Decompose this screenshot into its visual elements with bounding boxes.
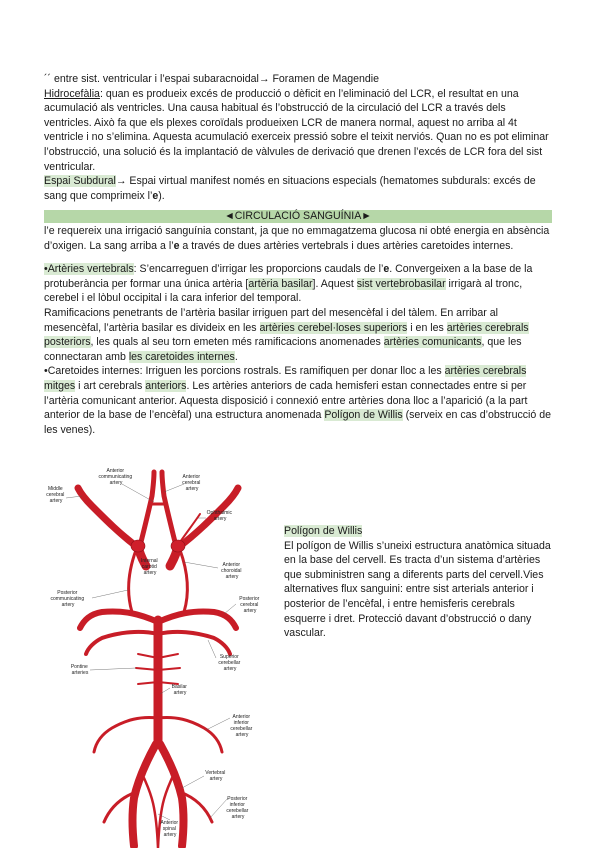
middle-cerebral-term: artèries cerebrals mitges — [44, 365, 527, 392]
right-posterior-communicating-vessel — [180, 550, 187, 612]
label-middle-cerebral: Middle cerebral artery — [46, 486, 65, 504]
hidrocefalia-paragraph — [44, 87, 556, 175]
right-superior-cerebellar-vessel — [158, 632, 230, 654]
left-middle-cerebral-vessel — [78, 488, 136, 546]
label-basilar: Basilar artery — [171, 684, 187, 696]
label-pica: Posterior inferior cerebellar artery — [226, 796, 249, 820]
carotids-paragraph: •Caretoides internes: Irriguen les porcions rostrals. Es ramifiquen per donar lloc a les artèries cerebrals mitges i art cerebrals anteriors. Les artèries anteriors de cada hemisferi estan connectades entre si per l’artèria comunicant anterior. Aquesta disposició i connexió entre artèries dona lloc a l’aparició (a la part anterior de la base de l’encèfal) una estructura anomenada Polígon de Willis (serveix en cas d’obstrucció de les venes). — [44, 365, 552, 436]
subdural-term: Espai Subdural — [44, 175, 116, 188]
willis-summary — [284, 524, 552, 641]
posterior-cerebral-term: artèries cerebrals posteriors — [44, 321, 529, 349]
hidrocefalia-text: : quan es produeix excés de producció o dèficit en l’eliminació del LCR, el resultat en una acumulació als ventricles. Una causa habitual és l’obstrucció de la circulació del LCR a través dels ventricles. Això fa que els plexes coroïdals produeixen LCR de manera normal, aquest no arriba al 4t ventricle i no s’elimina. Aquesta acumulació exerceix pressió sobre el teixit nerviós. Quan no es pot eliminar l’obstrucció, una solució és la implantació de vàlvules de derivació que drenen l’excés de LCR fora del sist ventricular. — [44, 87, 549, 173]
left-superior-cerebellar-vessel — [86, 632, 158, 654]
willis-term: Polígon de Willis — [324, 409, 403, 422]
label-aica: Anterior inferior cerebellar artery — [230, 714, 253, 738]
left-carotid-node — [131, 540, 145, 552]
subdural-end: ). — [158, 189, 165, 202]
basilar-term: artèria basilar — [248, 277, 313, 290]
circle-of-willis-diagram — [40, 462, 276, 848]
label-internal-carotid: Internal carotid artery — [140, 558, 158, 576]
right-anterior-cerebral-vessel — [162, 472, 176, 546]
section-heading: ◄CIRCULACIÓ SANGUÍNIA► — [44, 210, 552, 223]
ramifications-paragraph: Ramificacions penetrants de l’artèria basilar irriguen part del mesencèfal i del tàlem. En arribar al mesencèfal, l’artèria basilar es divideix en les artèries cerebel·loses superiors i en les artèries cerebrals posteriors, les quals al seu torn emeten més ramificacions anomenades artèries comunicants, que les connectaran amb les caretoides internes. — [44, 306, 529, 363]
intro-block — [44, 72, 556, 203]
left-aica-vessel — [94, 717, 158, 752]
superior-cerebellar-term: artèries cerebel·loses superiors — [259, 321, 408, 334]
label-anterior-cerebral: Anterior cerebral artery — [182, 474, 201, 492]
vertebrals-paragraph: •Artèries vertebrals: S’encarreguen d’irrigar les proporcions caudals de l’e. Convergeixen a la base de la protuberància per formar una única artèria [artèria basilar]. Aquest sist vertebrobasilar irrigarà al tronc, cerebel i el lòbul occipital i la cara inferior del temporal. — [44, 263, 533, 305]
subdural-paragraph — [44, 174, 556, 203]
left-anterior-cerebral-vessel — [140, 472, 154, 546]
label-ophthalmic: Ophthalmic artery — [206, 510, 232, 522]
label-anterior-communicating: Anterior communicating artery — [98, 468, 133, 486]
hidrocefalia-term: Hidrocefàlia — [44, 87, 100, 100]
label-anterior-spinal: Anterior spinal artery — [160, 820, 179, 838]
left-vertebral-vessel — [133, 744, 157, 846]
right-carotid-node — [171, 540, 185, 552]
vertebrals-term: •Artèries vertebrals — [44, 263, 134, 276]
label-posterior-cerebral: Posterior cerebral artery — [239, 596, 260, 614]
circulation-intro: l’e requereix una irrigació sanguínia constant, ja que no emmagatzema glucosa ni obté energia en absència d’oxigen. La sang arriba a l’e a través de dues artèries vertebrals i dues artèries caretoides internes. — [44, 225, 550, 252]
label-superior-cerebellar: Superior cerebellar artery — [218, 654, 241, 672]
subdural-text: → Espai virtual manifest només en situacions especials (hematomes subdurals: excés de sang que comprimeix l’ — [44, 175, 536, 202]
label-posterior-communicating: Posterior communicating artery — [50, 590, 85, 608]
right-aica-vessel — [158, 717, 222, 752]
right-middle-cerebral-vessel — [180, 488, 238, 546]
label-pontine: Pontine arteries — [70, 664, 89, 676]
magendie-line: ´´ entre sist. ventricular i l’espai subaracnoidal→ Foramen de Magendie — [44, 73, 380, 85]
communicating-term: artèries comunicants — [383, 336, 482, 349]
vertebrobasilar-term: sist vertebrobasilar — [356, 277, 446, 290]
anterior-term: anteriors — [145, 379, 187, 392]
internal-carotid-term: les caretoides internes — [128, 350, 235, 363]
vessels — [78, 472, 238, 848]
label-anterior-choroidal: Anterior choroidal artery — [221, 562, 242, 580]
left-posterior-communicating-vessel — [129, 550, 136, 612]
willis-summary-title: Polígon de Willis — [284, 525, 363, 537]
circulation-block — [44, 224, 556, 437]
willis-summary-text: El polígon de Willis s’uneixi estructura anatòmica situada en la base del cervell. Es tracta d’un sistema d’artèries que subministren sang a diferents parts del cervell.Vies alternatives flux sanguini: entre sist arterials anterior i posterior de l’encèfal, i entre hemisferis cerebrals esquerre i dret. Protecció davant d’obstrucció o dany vascular. — [284, 539, 551, 640]
label-vertebral: Vertebral artery — [205, 770, 226, 782]
subdural-bold: e — [152, 189, 159, 202]
left-posterior-cerebral-vessel — [80, 611, 158, 628]
